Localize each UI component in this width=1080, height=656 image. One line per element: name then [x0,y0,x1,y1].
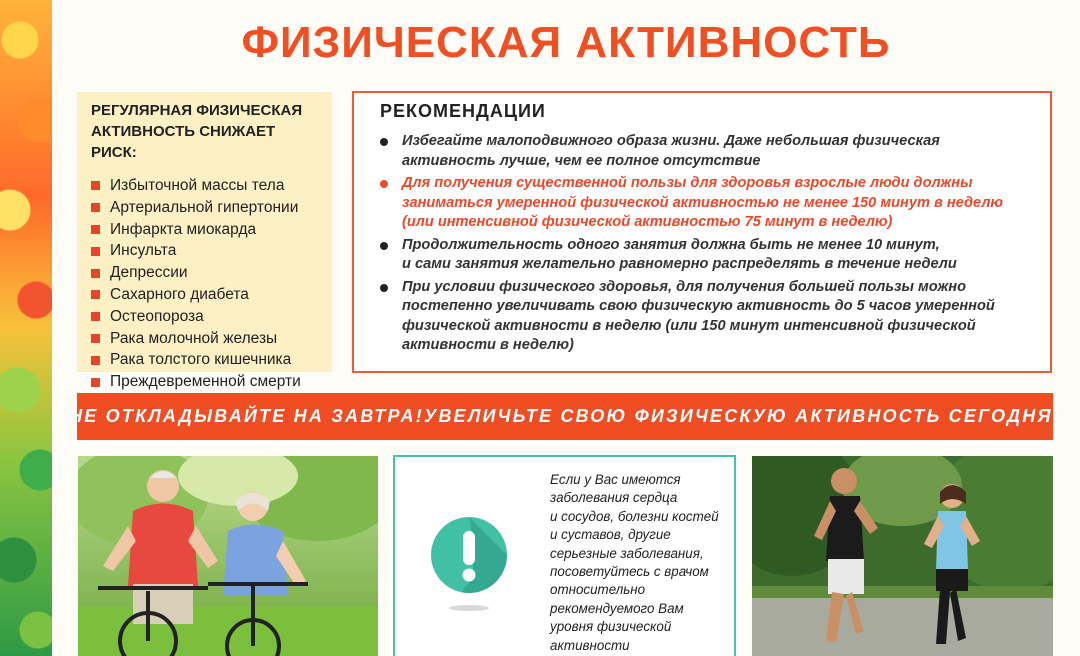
risk-item [91,284,320,306]
risk-item [91,262,320,284]
warning-line: серьезные заболевания, [550,545,704,561]
health-warning-panel [393,455,736,656]
seniors-cycling-photo [78,456,378,656]
recommendation-item-highlighted [380,174,1036,233]
bullet-square-icon [91,334,100,343]
warning-line: Если у Вас имеются [550,472,681,487]
couple-jogging-illustration [752,456,1053,656]
risk-item [91,306,320,328]
risk-item-label: Депрессии [110,264,188,282]
recommendation-line: При условии физического здоровья, для получения большей пользы можно [402,278,966,295]
risk-item [91,349,320,371]
bullet-dot-icon [380,284,388,292]
recommendation-item [380,132,1036,171]
risk-item-label: Инсульта [110,242,177,260]
page-title: ФИЗИЧЕСКАЯ АКТИВНОСТЬ [241,18,891,67]
recommendations-panel [352,91,1052,373]
warning-line: и сосудов, болезни костей [550,508,719,524]
bullet-dot-icon [380,242,388,250]
bullet-square-icon [91,181,100,190]
bullet-square-icon [91,203,100,212]
recommendation-line: и сами занятия желательно равномерно распределять в течение недели [402,256,957,272]
recommendation-line: Продолжительность одного занятия должна быть не менее 10 минут, [402,236,940,253]
seniors-cycling-illustration [78,456,378,656]
risk-item-label: Сахарного диабета [110,285,249,303]
risk-item [91,240,320,262]
bullet-square-icon [91,247,100,256]
risk-list [91,175,320,393]
warning-line: уровня физической [550,619,672,635]
recommendation-line: физической активности в неделю (или 150 минут интенсивной физической [402,317,976,334]
risk-item [91,197,320,219]
warning-line: рекомендуемого Вам [550,600,684,616]
warning-line: относительно [550,582,646,598]
bullet-dot-icon [380,138,388,146]
risk-heading [91,100,320,163]
bullet-square-icon [91,225,100,234]
risk-item-label: Рака молочной железы [110,329,278,347]
bullet-square-icon [91,269,100,278]
recommendations-heading: РЕКОМЕНДАЦИИ [380,101,546,121]
warning-line: посоветуйтесь с врачом [550,564,709,580]
recommendation-line: постепенно увеличивать свою физическую активность до 5 часов умеренной [402,298,995,314]
recommendation-line: активности в неделю) [402,337,574,353]
warning-line: активности [550,637,630,653]
recommendation-item [380,278,1036,356]
risk-item [91,219,320,241]
risk-item-label: Рака толстого кишечника [110,351,292,369]
couple-jogging-photo [752,456,1053,656]
exclamation-icon-graphic [431,517,507,593]
bullet-square-icon [91,312,100,321]
banner-text-part1: НЕ ОТКЛАДЫВАЙТЕ НА ЗАВТРА! [69,406,424,426]
call-to-action-banner [69,393,1061,440]
risk-item-label: Артериальной гипертонии [110,198,299,216]
risk-item [91,328,320,350]
risk-item-label: Инфаркта миокарда [110,220,257,238]
recommendation-line: активность лучше, чем ее полное отсутствие [402,152,761,169]
recommendation-line: Избегайте малоподвижного образа жизни. Даже небольшая физическая [402,133,940,149]
risk-heading-line: РЕГУЛЯРНАЯ ФИЗИЧЕСКАЯ [91,102,303,119]
risk-item [91,175,320,197]
bullet-square-icon [91,356,100,365]
bullet-square-icon [91,290,100,299]
banner-text-part2: УВЕЛИЧЬТЕ СВОЮ ФИЗИЧЕСКУЮ АКТИВНОСТЬ СЕГОДНЯ! [423,406,1061,426]
recommendation-line: (или интенсивной физической активностью 75 минут в неделю) [402,214,893,230]
recommendation-item [380,236,1036,275]
recommendation-line: Для получения существенной пользы для здоровья взрослые люди должны [402,175,973,191]
exclamation-icon [431,517,507,593]
warning-line: и суставов, другие [550,527,671,543]
risk-panel [77,92,332,391]
risk-item-label: Избыточной массы тела [110,177,285,194]
icon-shadow [449,605,489,611]
warning-text [550,471,735,655]
risk-item-label: Остеопороза [110,307,204,325]
decorative-stripe [0,0,52,656]
recommendation-line: заниматься умеренной физической активностью не менее 150 минут в неделю [402,194,1004,211]
warning-line: заболевания сердца [550,490,678,506]
risk-item [91,371,320,393]
bullet-square-icon [91,378,100,387]
bullet-dot-icon [380,180,388,188]
risk-heading-line: АКТИВНОСТЬ СНИЖАЕТ РИСК: [91,123,276,161]
risk-item-label: Преждевременной смерти [110,373,301,391]
